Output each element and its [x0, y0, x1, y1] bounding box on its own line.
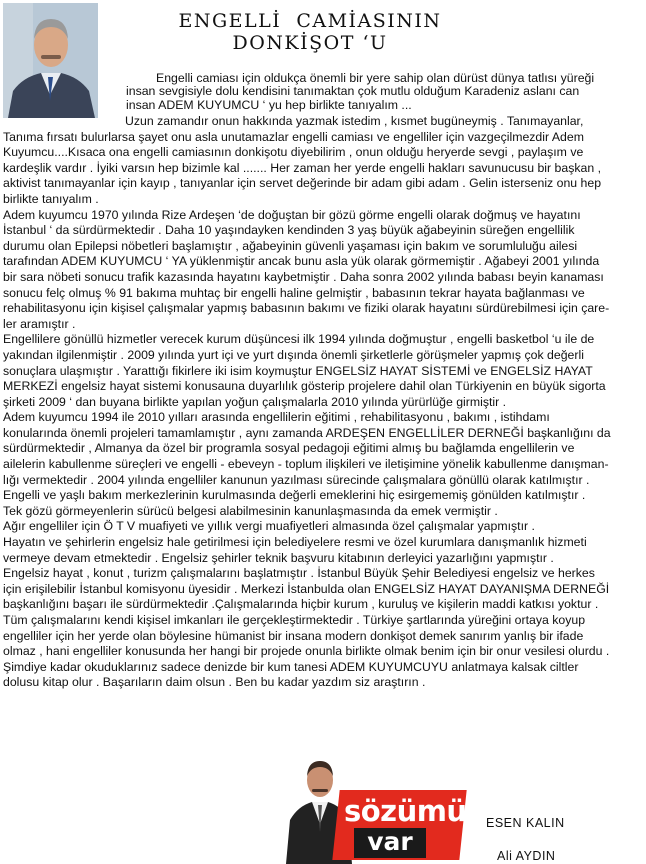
portrait-illustration	[3, 3, 98, 118]
body-line: tarafından ADEM KUYUMCU ‘ YA yüklenmiştir ancak bunu asla yük olarak görmemiştir . Ağabeyi 2001 yılında	[3, 254, 600, 269]
body-line: Tüm çalışmalarını kendi kişisel imkanları ile gerçekleştirmektedir . Türkiye şartlarında yüreğini ortaya koyup	[3, 613, 586, 627]
body-line: birlikte tanıyalım .	[3, 191, 99, 206]
body-line: için erişilebilir İstanbul komisyonu üyesidir . Merkezi İstanbulda olan ENGELSİZ HAYAT DAYANIŞMA DERNEĞİ	[3, 581, 610, 596]
body-line: Adem kuyumcu 1994 ile 2010 yılları arasında engellilerin eğitimi , rehabilitasyonu , bakımı , istihdamı	[3, 410, 550, 425]
body-line: bir sara nöbeti sonucu trafik kazasında hayatını kaybetmiştir . Daha sonra 2002 yılında babası beyin kanaması	[3, 269, 604, 284]
body-line: konularında önemli projeleri tamamlamıştır , aynı zamanda ARDEŞEN ENGELLİLER DERNEĞİ başkanlığını da	[3, 425, 611, 440]
body-line: ailelerin kabullenme süreçleri ve engelli - ebeveyn - toplum ilişkileri ve iletişimine yönelik kabullenme danışman-	[3, 457, 609, 472]
author-name-2: Ali AYDIN	[497, 849, 556, 863]
intro-line: insan ADEM KUYUMCU ‘ yu hep birlikte tanıyalım ...	[126, 97, 412, 112]
body-line: sonuçlara ulaşmıştır . Yarattığı fikirlere iki isim koymuştur ENGELSİZ HAYAT SİSTEMİ ve ENGELSİZ HAYAT	[3, 363, 593, 378]
body-line: İstanbul ‘ da sürdürmektedir . Daha 10 yaşındayken kendinden 3 yaş büyük ağabeyinin süreğen engellilik	[3, 223, 575, 238]
body-line: aktivist tanımayanlar için kayıp , tanıyanlar için servet değerinde bir adam gibi adam . Gelin isterseniz onu hep	[3, 176, 602, 191]
body-line: olmaz , hani engelliler konusunda her hangi bir projede onunla birlikte olmak benim için bir onur vesilesi olurdu .	[3, 644, 610, 659]
body-line: Kuyumcu....Kısaca ona engelli camiasının donkişotu diyebilirim , onun olduğu heryerde sevgi , paylaşım ve	[3, 145, 584, 160]
body-line: Tanıma fırsatı bulurlarsa şayet onu asla unutamazlar engelli camiası ve engelliler için vazgeçilmezdir Adem	[3, 129, 584, 144]
body-line: başkanlığını başarı ile sürdürmektedir .Çalışmalarında hiçbir kurum , kuruluş ve kişilerin maddi katkısı yoktur .	[3, 597, 599, 612]
body-line: Engelsiz hayat , konut , turizm çalışmalarını başlatmıştır . İstanbul Büyük Şehir Belediyesi engelsiz ve herkes	[3, 566, 595, 581]
body-line: lığı vermektedir . 2004 yılında engelliler kanunun yazılması sürecinde çalışmalara gönüllü olarak katılmıştır .	[3, 472, 590, 487]
body-line: Şimdiye kadar okuduklarınız sadece denizde bir kum tanesi ADEM KUYUMCUYU anlatmaya kalsak ciltler	[3, 659, 579, 674]
article-body	[3, 114, 643, 691]
body-line: şirketi 2009 ‘ dan buyana birlikte yapılan yoğun çalışmalarla 2010 yılında yürürlüğe girmiştir .	[3, 394, 507, 409]
body-line: sonucu felç olmuş % 91 bakıma muhtaç bir engelli haline gelmiştir , babasının tekrar hayata bağlanması ve	[3, 285, 585, 300]
body-line: Engellilere gönüllü hizmetler verecek kurum düşüncesi ilk 1994 yılında doğmuştur , engelli basketbol ‘u ile de	[3, 332, 595, 347]
badge-bottom-text: var	[354, 828, 426, 858]
intro-line: Engelli camiası için oldukça önemli bir yere sahip olan dürüst dünya tatlısı yüreği	[156, 71, 595, 85]
badge-top-text: sözümüz	[344, 793, 460, 831]
body-line: Tek gözü görmeyenlerin sürücü belgesi alabilmesinin kanunlaşmasında da emek vermiştir .	[3, 503, 498, 518]
body-line: ler aramıştır .	[3, 316, 76, 331]
body-line: Ağır engelliler için Ö T V muafiyeti ve yıllık vergi muafiyetleri almasında özel çalışmalar yapmıştır .	[3, 519, 535, 534]
body-line: Engelli ve yaşlı bakım merkezlerinin kurulmasında değerli emeklerini hiç esirgememiş gönülden katılmıştır .	[3, 488, 586, 503]
body-line: yakından ilgilenmiştir . 2009 yılında yurt içi ve yurt dışında önemli şirketlerle görüşmeler yapmış çok değerli	[3, 347, 584, 362]
body-line: vermeye devam etmektedir . Engelsiz şehirler teknik başvuru kitabının derleyici yazarlığını yapmıştır .	[3, 550, 554, 565]
title-line-1: ENGELLİ CAMİASININ	[178, 10, 442, 32]
body-line: kardeşlik vardır . İyiki varsın hep bizimle kal ....... Her zaman her yerde engelli hakları savunucusu bir başkan ,	[3, 160, 602, 175]
body-line: MERKEZİ engelsiz hayat sistemi konusauna duyarlılık gösterip projelere dahil olan Türkiyenin en büyük sigorta	[3, 379, 606, 394]
author-name-1: ESEN KALIN	[486, 816, 565, 830]
body-line: Uzun zamandır onun hakkında yazmak istedim , kısmet bugüneymiş . Tanımayanlar,	[125, 114, 584, 128]
body-line: durumu olan Epilepsi nöbetleri başlamıştır , ağabeyinin güvenli yaşaması için bakım ve sorumluluğu ailesi	[3, 238, 578, 253]
body-line: rehabilitasyonu için kişisel çalışmalar yapmış babasının bakımı ve fiziki olarak hayatını sürdürebilmesi için çare-	[3, 301, 610, 316]
article-title	[150, 10, 470, 54]
intro-paragraph	[126, 72, 616, 112]
title-line-2: DONKİŞOT ‘U	[232, 32, 388, 54]
body-line: Hayatın ve şehirlerin engelsiz hale getirilmesi için belediyelere resmi ve özel kurumlara danışmanlık hizmeti	[3, 535, 587, 550]
body-line: engelliler için her yerde olan böylesine hümanist bir insana modern donkişot demek sanırım yanlış bir ifade	[3, 628, 584, 643]
body-line: sürdürmektedir , Almanya da özel bir programla sosyal pedagoji eğitimi almış bu bağlamda engellilerin ve	[3, 441, 575, 456]
body-line: Adem kuyumcu 1970 yılında Rize Ardeşen ‘de doğuştan bir gözü görme engelli olarak doğmuş ve hayatını	[3, 207, 581, 222]
body-line: dolusu kitap olur . Başarıların daim olsun . Ben bu kadar yazdım siz araştırın .	[3, 675, 426, 690]
portrait-photo	[3, 3, 98, 118]
column-badge	[336, 790, 483, 860]
intro-line: insan sevgisiyle dolu kendisini tanımaktan çok mutlu olduğum Karadeniz aslanı can	[126, 84, 580, 99]
